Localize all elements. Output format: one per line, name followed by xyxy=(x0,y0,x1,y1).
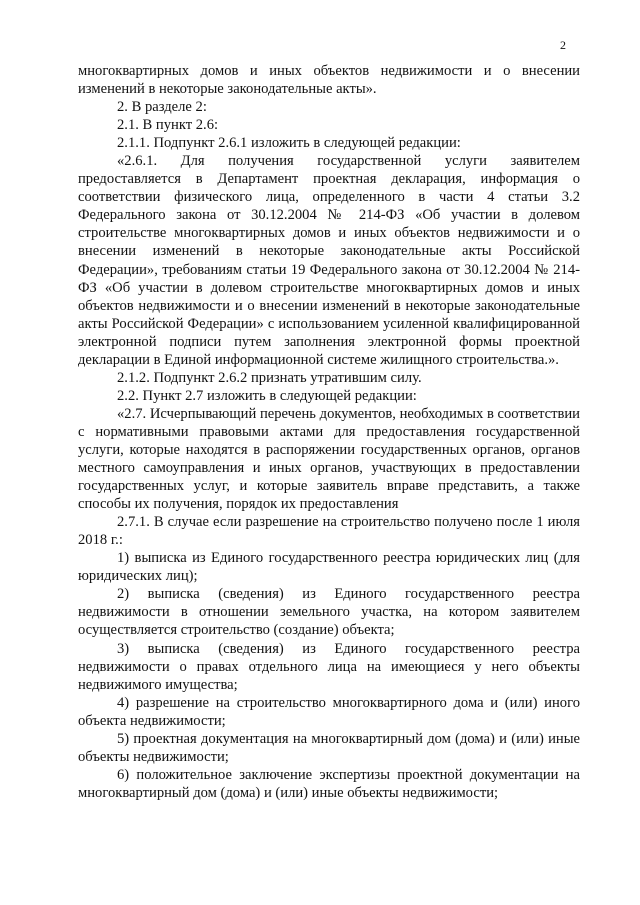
paragraph-section-2: 2. В разделе 2: xyxy=(117,99,207,116)
list-item-4: 4) разрешение на строительство многоквартирного дома и (или) иного объекта недвижимости; xyxy=(78,694,580,729)
paragraph-continuation: многоквартирных домов и иных объектов недвижимости и о внесении изменений в некоторые законодательные акты». xyxy=(78,63,580,98)
document-body xyxy=(78,62,580,802)
paragraph-item-2-1-2: 2.1.2. Подпункт 2.6.2 признать утратившим силу. xyxy=(117,369,422,386)
paragraph-quote-2-7: «2.7. Исчерпывающий перечень документов, необходимых в соответствии с нормативными правовыми актами для предоставления государственной услуги, которые находятся в распоряжении государственных органов, органов местного самоуправления и иных органов, участвующих в предоставлении государственных услуг, и которые заявитель вправе представить, а также способы их получения, порядок их предоставления xyxy=(78,405,580,513)
paragraph-item-2-1: 2.1. В пункт 2.6: xyxy=(117,117,219,134)
paragraph-item-2-1-1: 2.1.1. Подпункт 2.6.1 изложить в следующей редакции: xyxy=(117,135,461,152)
list-item-1: 1) выписка из Единого государственного реестра юридических лиц (для юридических лиц); xyxy=(78,550,580,585)
paragraph-item-2-2: 2.2. Пункт 2.7 изложить в следующей редакции: xyxy=(117,387,417,404)
paragraph-quote-2-6-1: «2.6.1. Для получения государственной услуги заявителем предоставляется в Департамент проектная декларация, информация о соответствии физического лица, определенного в части 4 статьи 3.2 Федерального закона от 30.12.2004 № 214-ФЗ «Об участии в долевом строительстве многоквартирных домов и иных объектов недвижимости и о внесении изменений в некоторые законодательные акты Российской Федерации», требованиям статьи 19 Федерального закона от 30.12.2004 № 214-ФЗ «Об участии в долевом строительстве многоквартирных домов и иных объектов недвижимости и о внесении изменений в некоторые законодательные акты Российской Федерации» с использованием усиленной квалифицированной электронной подписи путем заполнения электронной формы проектной декларации в Единой информационной системе жилищного строительства.». xyxy=(78,153,580,368)
list-item-2: 2) выписка (сведения) из Единого государственного реестра недвижимости в отношении земельного участка, на котором заявителем осуществляется строительство (создание) объекта; xyxy=(78,586,580,639)
list-item-6: 6) положительное заключение экспертизы проектной документации на многоквартирный дом (дома) и (или) иные объекты недвижимости; xyxy=(78,766,580,801)
paragraph-item-2-7-1: 2.7.1. В случае если разрешение на строительство получено после 1 июля 2018 г.: xyxy=(78,514,580,549)
list-item-3: 3) выписка (сведения) из Единого государственного реестра недвижимости о правах отдельного лица на имеющиеся у него объекты недвижимого имущества; xyxy=(78,640,580,693)
page-number: 2 xyxy=(560,38,566,52)
list-item-5: 5) проектная документация на многоквартирный дом (дома) и (или) иные объекты недвижимости; xyxy=(78,730,580,765)
